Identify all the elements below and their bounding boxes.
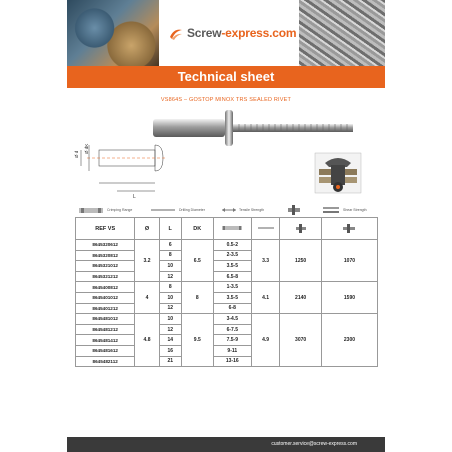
- title-band: [67, 66, 385, 88]
- crimping-range-header-icon: [222, 224, 242, 232]
- col-ref: REF VS: [76, 218, 135, 240]
- crimping-range-cell: 3.5-5: [213, 292, 251, 303]
- crimping-range-cell: 7.5-9: [213, 335, 251, 346]
- label-dk: Ø dK: [84, 143, 89, 154]
- label-l: L: [133, 194, 136, 200]
- table-body: [76, 240, 378, 367]
- crimping-range-icon: [79, 205, 105, 215]
- ref-cell: 8645481212: [76, 324, 135, 335]
- drill-icon: [151, 206, 177, 214]
- col-diameter: Ø: [135, 218, 159, 240]
- ref-cell: 8645400812: [76, 282, 135, 293]
- brand-swoosh-icon: [169, 27, 183, 41]
- workshop-photo: [67, 0, 159, 70]
- crimping-range-cell: 2-3.5: [213, 250, 251, 261]
- crimping-range-cell: 6-7.5: [213, 324, 251, 335]
- col-drill: [251, 218, 279, 240]
- length-cell: 8: [159, 250, 181, 261]
- brand-name-accent: -express.com: [221, 26, 297, 40]
- ref-cell: 8645320612: [76, 240, 135, 251]
- diameter-cell: 3.2: [135, 240, 159, 282]
- brand-logo: [187, 26, 296, 40]
- length-cell: 21: [159, 356, 181, 367]
- crimping-range-cell: 3-4.5: [213, 314, 251, 325]
- col-crimping-range: [213, 218, 251, 240]
- rivet-mini-icon: [287, 204, 301, 216]
- footer-email: customer.service@screw-express.com: [271, 441, 357, 447]
- diameter-cell: 4.8: [135, 314, 159, 367]
- length-cell: 12: [159, 324, 181, 335]
- icon-label-tensile: Tensile Strength: [239, 208, 265, 212]
- ref-cell: 8645481612: [76, 345, 135, 356]
- screws-photo: [299, 0, 385, 70]
- ref-cell: 8645321012: [76, 261, 135, 272]
- tensile-header-icon: [295, 223, 307, 233]
- footer-bar: [67, 437, 385, 452]
- crimping-range-cell: 13-16: [213, 356, 251, 367]
- ref-cell: 8645321212: [76, 271, 135, 282]
- label-d: Ø d: [74, 150, 79, 158]
- shear-cell: 2300: [321, 314, 377, 367]
- crimping-range-cell: 3.5-5: [213, 261, 251, 272]
- drill-cell: 4.1: [251, 282, 279, 314]
- drill-cell: 4.9: [251, 314, 279, 367]
- tensile-icon: [222, 205, 238, 215]
- table-row: [76, 282, 378, 293]
- technical-sheet-page: [67, 0, 385, 452]
- drill-cell: 3.3: [251, 240, 279, 282]
- length-cell: 12: [159, 303, 181, 314]
- ref-cell: 8645401012: [76, 292, 135, 303]
- length-cell: 8: [159, 282, 181, 293]
- length-cell: 16: [159, 345, 181, 356]
- icon-label-crimping: Crimping Range: [107, 208, 133, 212]
- spec-icons-row: [67, 203, 385, 217]
- tensile-cell: 3070: [280, 314, 322, 367]
- header-banner: [67, 0, 385, 70]
- shear-header-icon: [342, 223, 356, 233]
- rivet-section-image: [315, 153, 361, 193]
- col-shear: [321, 218, 377, 240]
- product-title: VS864S – GOSTOP MINOX TRS SEALED RIVET: [160, 97, 292, 103]
- dk-cell: 9.5: [181, 314, 213, 367]
- crimping-range-cell: 6-8: [213, 303, 251, 314]
- table-row: [76, 240, 378, 251]
- table-header-row: [76, 218, 378, 240]
- tensile-cell: 1250: [280, 240, 322, 282]
- ref-cell: 8645320812: [76, 250, 135, 261]
- dk-cell: 6.5: [181, 240, 213, 282]
- crimping-range-cell: 6.5-8: [213, 271, 251, 282]
- shear-icon: [323, 205, 341, 215]
- diameter-cell: 4: [135, 282, 159, 314]
- icon-label-shear: Shear Strength: [343, 208, 367, 212]
- length-cell: 14: [159, 335, 181, 346]
- col-length: L: [159, 218, 181, 240]
- ref-cell: 8645401212: [76, 303, 135, 314]
- rivet-line-drawing: [81, 145, 167, 191]
- col-tensile: [280, 218, 322, 240]
- brand-name-main: Screw: [187, 26, 222, 40]
- length-cell: 10: [159, 261, 181, 272]
- crimping-range-cell: 1-3.5: [213, 282, 251, 293]
- length-cell: 6: [159, 240, 181, 251]
- rivet-drawing: [67, 105, 385, 200]
- rivet-3d-image: [153, 110, 353, 146]
- crimping-range-cell: 9-11: [213, 345, 251, 356]
- shear-cell: 1590: [321, 282, 377, 314]
- logo-box: [159, 0, 299, 70]
- shear-cell: 1070: [321, 240, 377, 282]
- spec-table: [75, 217, 378, 367]
- page-title: Technical sheet: [177, 69, 275, 84]
- length-cell: 12: [159, 271, 181, 282]
- ref-cell: 8645482112: [76, 356, 135, 367]
- ref-cell: 8645481012: [76, 314, 135, 325]
- crimping-range-cell: 0.5-2: [213, 240, 251, 251]
- length-cell: 10: [159, 314, 181, 325]
- length-cell: 10: [159, 292, 181, 303]
- tensile-cell: 2140: [280, 282, 322, 314]
- col-dk: DK: [181, 218, 213, 240]
- dk-cell: 8: [181, 282, 213, 314]
- ref-cell: 8645481412: [76, 335, 135, 346]
- drill-header-icon: [258, 224, 274, 232]
- icon-label-drilling: Drilling Diameter: [179, 208, 205, 212]
- table-row: [76, 314, 378, 325]
